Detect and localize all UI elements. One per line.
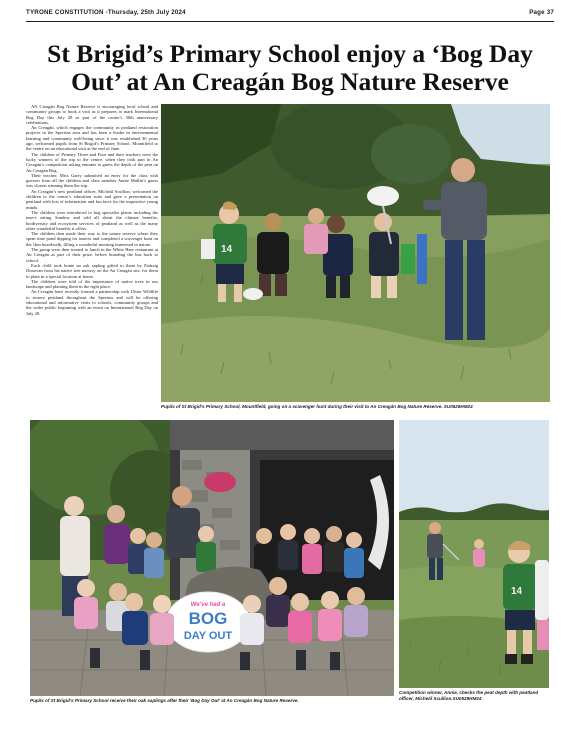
sign-line-3: DAY OUT xyxy=(183,630,233,642)
body-paragraph: The children then made their way to the nature reserve where they spent time pond dipping for insects and completed a scavenger hunt on the 1km boardwalk, filling a wonderful morning immersed in nature. xyxy=(26,231,158,247)
caption-bottom-left-photo: Pupils of St Brigid’s Primary School receive their oak saplings after their ‘Bog Day Out’ at An Creagán Bog Nature Reserve. xyxy=(30,698,299,703)
sign-line-1: We’ve had a xyxy=(190,602,226,608)
body-paragraph: Each child took home an oak sapling gifted to them by Padraig Donovan from his native tree nursery on the An Creagán site, for them to plant in a special location at home. xyxy=(26,262,158,279)
sign-line-2: BOG xyxy=(188,609,228,628)
child-background xyxy=(473,539,485,567)
photo-scavenger-hunt xyxy=(161,104,550,402)
page-header xyxy=(26,7,554,20)
caption-top-photo: Pupils of St Brigid’s Primary School, Mountfield, going on a scavenger hunt during their visit to An Creagán Bog Nature Reserve. SU0628HM24 xyxy=(161,404,473,409)
shirt-number: 14 xyxy=(511,586,523,597)
body-paragraph: The group were then treated to lunch in the White Hare restaurant at An Creagán as part of their prize, before boarding the bus back to school. xyxy=(26,247,158,263)
body-paragraph: The children were told of the importance of native trees in our landscape and planting them in the right place. xyxy=(26,278,158,290)
body-paragraph: The children of Primary Three and Four and their teachers were the lucky winners of the trip to the centre, when they took part in An Creagán’s competition asking entrants to guess the depth of the peat on An Creagán Bog. xyxy=(26,151,158,173)
bog-day-out-sign xyxy=(166,592,250,652)
body-paragraph: The children were introduced to bog specialist plants including the insect eating Sundew and told all about the climate benefits, biodiversity and ecosystem services of peatland as well as the many other wonderful benefits it offers. xyxy=(26,209,158,231)
headline: St Brigid’s Primary School enjoy a ‘Bog Day Out’ at An Creagán Bog Nature Reserve xyxy=(47,39,533,96)
header-rule xyxy=(26,21,554,22)
body-paragraph: Their teacher, Miss Garry submitted an entry for the class with guesses from all the children and class member Annie Mullin’s guess was closest winning them the trip. xyxy=(26,172,158,189)
child-edge xyxy=(535,560,549,650)
shirt-number: 14 xyxy=(221,244,233,255)
body-paragraph: An Creagán, which engages the community in peatland restoration projects in the Sperrins area and has been a leader in environmental learning and community well-being since it was established 30 years ago, welcomed pupils from St Brigid’s Primary School, Mountfield to the centre on an educational visit at the end of June. xyxy=(26,125,158,152)
body-paragraph: An Creagán’s new peatland officer, Micheál Scullion, welcomed the children to the centre’s education suite and gave a presentation on peatland with lots of information and fun facts for the inquisitive young minds. xyxy=(26,188,158,210)
page-number: Page 37 xyxy=(529,9,554,16)
body-paragraph: AN Creagán Bog Nature Reserve is encouraging local school and community groups to book a visit as it prepares to mark International Bog Day this July 28 as part of the centre’s 30th anniversary celebrations. xyxy=(26,104,158,125)
caption-bottom-right-photo: Competition winner, Annie, checks the peat depth with peatland officer, Micheál Scullion.SU0528HM24 xyxy=(399,690,539,701)
photo-oak-saplings xyxy=(30,420,394,696)
publication-line: TYRONE CONSTITUTION -Thursday, 25th July 2024 xyxy=(26,9,186,16)
photo-peat-depth xyxy=(399,420,549,688)
article-body xyxy=(26,104,158,414)
body-paragraph: An Creagán have recently formed a partnership with Ulster Wildlife to restore peatland throughout the Sperrins and will be offering educational and informative visits to schools, community groups and the wider public beginning with an event on International Bog Day on July 28. xyxy=(26,289,158,316)
